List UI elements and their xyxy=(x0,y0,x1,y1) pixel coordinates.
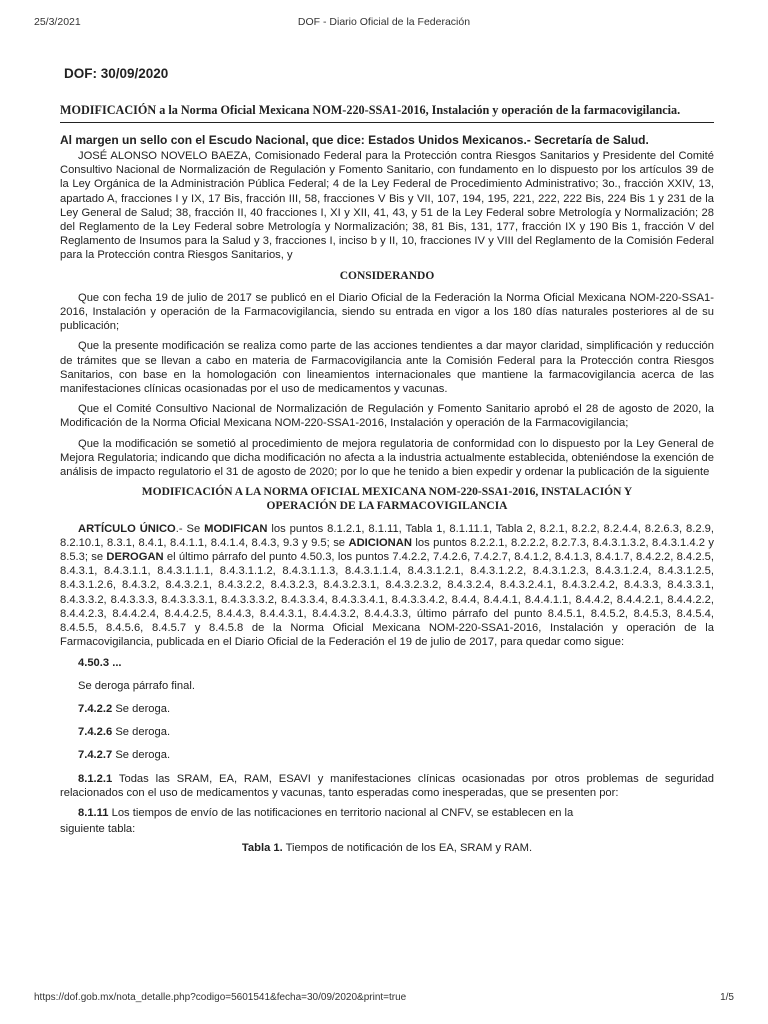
considerando-heading: CONSIDERANDO xyxy=(339,269,435,282)
item-7-4-2-6 xyxy=(78,725,714,739)
item-7-4-2-2 xyxy=(78,702,714,716)
item-text: Todas las SRAM, EA, RAM, ESAVI y manifestaciones clínicas ocasionadas por otros problemas de seguridad relacionados con el uso de medicamentos y vacunas, tanto esperadas como inesperadas, que se presenten por: xyxy=(60,772,714,799)
item-text: Se deroga. xyxy=(112,726,171,739)
table-1-caption xyxy=(60,842,714,854)
item-8-1-11-continuation: siguiente tabla: xyxy=(60,823,136,836)
table-caption-text: Tiempos de notificación de los EA, SRAM y RAM. xyxy=(282,842,533,855)
table-caption-label: Tabla 1. xyxy=(241,842,283,855)
document-title: MODIFICACIÓN a la Norma Oficial Mexicana NOM-220-SSA1-2016, Instalación y operación de la farmacovigilancia. xyxy=(60,103,714,123)
print-title: DOF - Diario Oficial de la Federación xyxy=(297,16,471,28)
item-text: Se deroga. xyxy=(112,749,171,762)
modification-heading-line-1: MODIFICACIÓN A LA NORMA OFICIAL MEXICANA NOM-220-SSA1-2016, INSTALACIÓN Y xyxy=(141,486,633,499)
articulo-text-4: el último párrafo del punto 4.50.3, los puntos 7.4.2.2, 7.4.2.6, 7.4.2.7, 8.4.1.2, 8.4.1.3, 8.4.1.7, 8.4.2.2, 8.4.2.5, 8.4.3.1, 8.4.3.1.1, 8.4.3.1.1.1, 8.4.3.1.1.2, 8.4.3.1.1.3, 8.4.3.1.1.4, 8.4.3.1.2.1, 8.4.3.1.2.2, 8.4.3.1.2.3, 8.4.3.1.2.4, 8.4.3.1.2.5, 8.4.3.1.2.6, 8.4.3.2, 8.4.3.2.1, 8.4.3.2.2, 8.4.3.2.3, 8.4.3.2.3.1, 8.4.3.2.3.2, 8.4.3.2.4, 8.4.3.2.4.1, 8.4.3.2.4.2, 8.4.3.3, 8.4.3.3.1, 8.4.3.3.2, 8.4.3.3.3, 8.4.3.3.3.1, 8.4.3.3.3.2, 8.4.3.3.4, 8.4.3.3.4.1, 8.4.3.3.4.2, 8.4.4, 8.4.4.1, 8.4.4.1.1, 8.4.4.2, 8.4.4.2.1, 8.4.4.2.2, 8.4.4.2.3, 8.4.4.2.4, 8.4.4.2.5, 8.4.4.3, 8.4.4.3.1, 8.4.4.3.2, 8.4.4.3.3, último párrafo del punto 8.4.5.1, 8.4.5.2, 8.4.5.3, 8.4.5.4, 8.4.5.5, 8.4.5.6, 8.4.5.7 y 8.4.5.8 de la Norma Oficial Mexicana NOM-220-SSA1-2016, Instalación y operación de la Farmacovigilancia, publicada en el Diario Oficial de la Federación el 19 de julio de 2017, para quedar como sigue: xyxy=(60,551,715,649)
item-8-1-11 xyxy=(60,806,714,820)
intro-paragraph: JOSÉ ALONSO NOVELO BAEZA, Comisionado Federal para la Protección contra Riesgos Sanitarios y Presidente del Comité Consultivo Nacional de Normalización de Regulación y Fomento Sanitario, con fundamento en lo dispuesto por los artículos 39 de la Ley Orgánica de la Administración Pública Federal; 4 de la Ley Federal de Procedimiento Administrativo; 3o., fracción XXIV, 13, apartado A, fracciones I y IX, 17 Bis, fracción III, 58, fracciones V Bis y VII, 107, 194, 195, 221, 222, 222 Bis, 224 Bis 1 y 231 de la Ley General de Salud; 38, fracción II, 40 fracciones I, XI y XII, 41, 43, y 51 de la Ley Federal sobre Metrología y Normalización; 28 del Reglamento de la Ley Federal sobre Metrología y Normalización; 38, 81 Bis, 131, 177, fracción IX y 190 Bis 1, fracción V del Reglamento de Insumos para la Salud y 3, fracciones I, inciso b y II, 10, fracciones IV y VIII del Reglamento de la Comisión Federal para la Protección contra Riesgos Sanitarios, y xyxy=(60,150,714,262)
item-8-1-2-1 xyxy=(60,772,714,800)
derogan-keyword: DEROGAN xyxy=(106,551,164,564)
item-number: 8.1.2.1 xyxy=(78,772,113,785)
item-text: Los tiempos de envío de las notificaciones en territorio nacional al CNFV, se establecen en la xyxy=(108,806,574,819)
articulo-text-3: los puntos 8.2.2.1, 8.2.2.2, 8.2.7.3, 8.4.3.1.3.2, 8.4.3.1.4.2 y 8.5.3; se xyxy=(60,536,714,564)
articulo-text-2: los puntos 8.1.2.1, 8.1.11, Tabla 1, 8.1.11.1, Tabla 2, 8.2.1, 8.2.2, 8.2.4.4, 8.2.6.3, 8.2.9, 8.2.10.1, 8.3.1, 8.4.1, 8.4.1.1, 8.4.1.4, 8.4.3, 9.3 y 9.5; se xyxy=(60,522,715,549)
item-text: Se deroga. xyxy=(112,702,171,715)
dof-date: DOF: 30/09/2020 xyxy=(64,66,169,81)
modification-heading-line-2: OPERACIÓN DE LA FARMACOVIGILANCIA xyxy=(266,500,508,513)
adicionan-keyword: ADICIONAN xyxy=(348,536,412,549)
articulo-unico-paragraph xyxy=(60,522,714,650)
considerando-paragraph-1: Que con fecha 19 de julio de 2017 se publicó en el Diario Oficial de la Federación la Norma Oficial Mexicana NOM-220-SSA1-2016, Instalación y operación de la Farmacovigilancia, siendo su entrada en vigor a los 180 días naturales posteriores al de su publicación; xyxy=(60,291,714,333)
considerando-paragraph-3: Que el Comité Consultivo Nacional de Normalización de Regulación y Fomento Sanitario aprobó el 28 de agosto de 2020, la Modificación de la Norma Oficial Mexicana NOM-220-SSA1-2016, Instalación y operación de la Farmacovigilancia; xyxy=(60,403,714,430)
articulo-text-1: .- Se xyxy=(175,522,205,535)
item-number: 7.4.2.6 xyxy=(78,726,113,739)
item-number: 7.4.2.2 xyxy=(78,702,113,715)
considerando-paragraph-2: Que la presente modificación se realiza como parte de las acciones tendientes a dar mayor claridad, simplificación y reducción de trámites que se llevan a cabo en materia de Farmacovigilancia ante la Comisión Federal para la Protección contra Riesgos Sanitarios, con base en la homologación con lineamientos internacionales que mantiene la farmacovigilancia acerca de las manifestaciones clínicas ocasionadas por el uso de medicamentos y vacunas. xyxy=(60,340,714,396)
page-url: https://dof.gob.mx/nota_detalle.php?codigo=5601541&fecha=30/09/2020&print=true xyxy=(34,992,407,1003)
modifican-keyword: MODIFICAN xyxy=(204,522,268,535)
item-4-50-3 xyxy=(78,656,714,670)
item-number: 8.1.11 xyxy=(78,806,109,819)
page-number: 1/5 xyxy=(720,992,734,1003)
document-content xyxy=(60,66,714,854)
considerando-paragraph-4: Que la modificación se sometió al procedimiento de mejora regulatoria de conformidad con lo dispuesto por la Ley General de Mejora Regulatoria; indicando que dicha modificación no afecta a la industria actualmente establecida, obteniéndose la exención de análisis de impacto regulatorio el 31 de agosto de 2020; por lo que he tenido a bien expedir y ordenar la publicación de la siguiente xyxy=(60,437,714,479)
print-header xyxy=(34,16,734,32)
articulo-unico-label: ARTÍCULO ÚNICO xyxy=(78,522,176,535)
modification-heading xyxy=(60,485,714,513)
item-4-50-3-num: 4.50.3 ... xyxy=(78,656,122,669)
item-4-50-3-text: Se deroga párrafo final. xyxy=(78,679,195,692)
margin-note: Al margen un sello con el Escudo Nacional, que dice: Estados Unidos Mexicanos.- Secretaría de Salud. xyxy=(60,133,649,147)
item-7-4-2-7 xyxy=(78,748,714,762)
item-number: 7.4.2.7 xyxy=(78,749,113,762)
print-date: 25/3/2021 xyxy=(34,16,81,28)
